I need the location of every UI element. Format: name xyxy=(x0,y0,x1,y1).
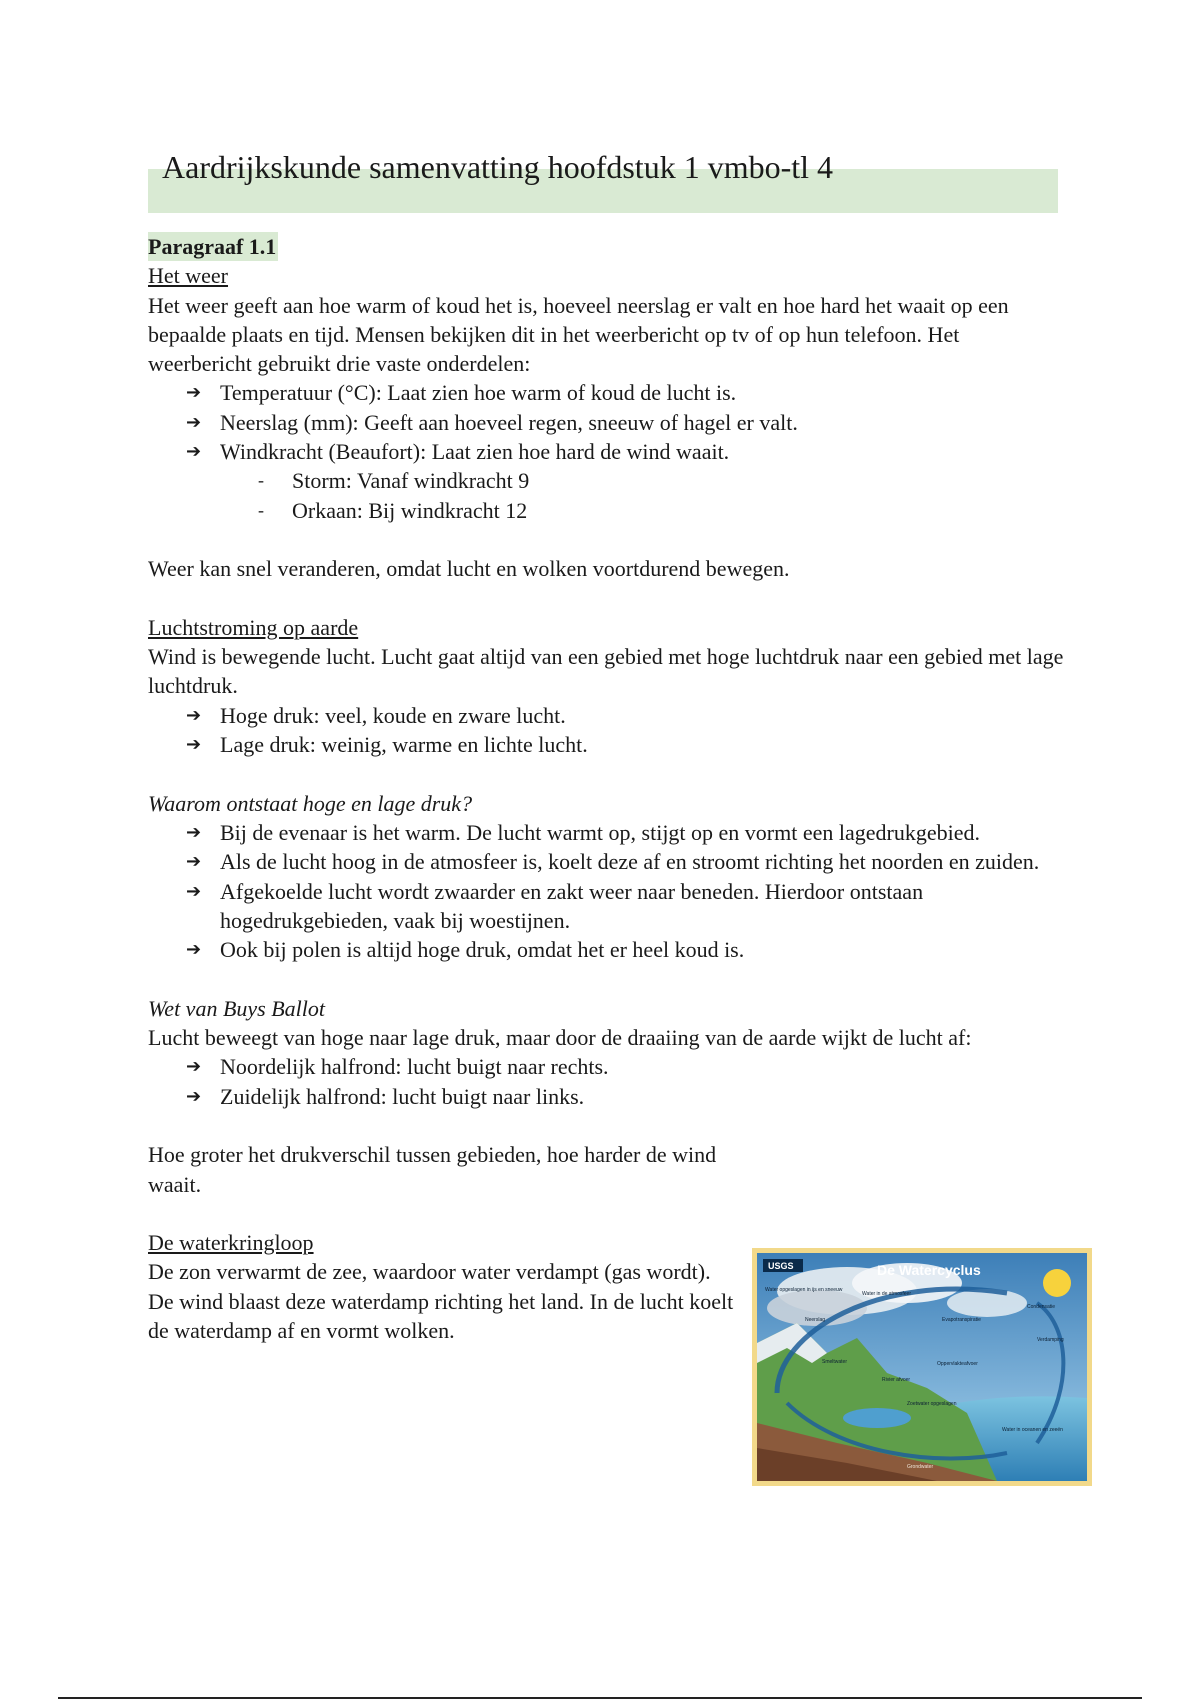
heading-het-weer: Het weer xyxy=(148,263,229,289)
watercyclus-figure xyxy=(752,1248,1092,1486)
list-item: ➔ Hoge druk: veel, koude en zware lucht. xyxy=(186,701,1068,730)
label-condensatie: Condensatie xyxy=(1027,1304,1056,1310)
page-title: Aardrijkskunde samenvatting hoofdstuk 1 vmbo-tl 4 xyxy=(162,149,834,185)
label-neerslag: Neerslag xyxy=(805,1317,826,1323)
sun-icon xyxy=(1043,1269,1071,1297)
list-item: ➔ Noordelijk halfrond: lucht buigt naar rechts. xyxy=(186,1052,1068,1081)
heading-waterkringloop: De waterkringloop xyxy=(148,1230,314,1256)
buys-ballot-intro: Lucht beweegt van hoge naar lage druk, maar door de draaiing van de aarde wijkt de lucht af: xyxy=(148,1025,972,1051)
list-item: - Orkaan: Bij windkracht 12 xyxy=(258,496,1068,525)
label-oppervlakte: Oppervlakteafvoer xyxy=(937,1361,978,1367)
waarom-bullets xyxy=(148,818,1068,964)
list-item: ➔ Lage druk: weinig, warme en lichte lucht. xyxy=(186,730,1068,759)
weer-intro: Het weer geeft aan hoe warm of koud het is, hoeveel neerslag er valt en hoe hard het waait op een bepaalde plaats en tijd. Mensen bekijken dit in het weerbericht op tv of op hun telefoon. Het weerbericht gebruikt drie vaste onderdelen: xyxy=(148,292,1009,377)
weer-closing: Weer kan snel veranderen, omdat lucht en wolken voortdurend bewegen. xyxy=(148,556,790,582)
waterkringloop-text: De zon verwarmt de zee, waardoor water verdampt (gas wordt). De wind blaast deze waterdamp richting het land. In de lucht koelt de waterdamp af en vormt wolken. xyxy=(148,1259,734,1343)
list-item: ➔ Temperatuur (°C): Laat zien hoe warm of koud de lucht is. xyxy=(186,378,1068,407)
list-item: ➔ Ook bij polen is altijd hoge druk, omdat het er heel koud is. xyxy=(186,935,1068,964)
label-verdamping: Verdamping xyxy=(1037,1337,1064,1343)
label-smeltwater: Smeltwater xyxy=(822,1359,848,1365)
arrow-icon: ➔ xyxy=(186,734,202,756)
dash-icon: - xyxy=(258,499,264,520)
section-heading: Paragraaf 1.1 xyxy=(148,232,278,261)
arrow-icon: ➔ xyxy=(186,1056,202,1078)
arrow-icon: ➔ xyxy=(186,382,202,404)
title-block xyxy=(148,145,1058,213)
watercyclus-illustration xyxy=(757,1253,1087,1481)
label-opslag: Water opgeslagen in ijs en sneeuw xyxy=(765,1287,843,1293)
label-oceanen: Water in oceanen en zeeën xyxy=(1002,1427,1063,1433)
arrow-icon: ➔ xyxy=(186,821,202,843)
label-evapotranspiratie: Evapotranspiratie xyxy=(942,1317,981,1323)
list-item: ➔ Als de lucht hoog in de atmosfeer is, koelt deze af en stroomt richting het noorden en zuiden. xyxy=(186,847,1068,876)
figure-title: De Watercyclus xyxy=(877,1262,981,1278)
buys-ballot-bullets xyxy=(148,1052,1068,1111)
arrow-icon: ➔ xyxy=(186,880,202,902)
arrow-icon: ➔ xyxy=(186,441,202,463)
label-grondwater: Grondwater xyxy=(907,1464,934,1470)
list-item: ➔ Zuidelijk halfrond: lucht buigt naar links. xyxy=(186,1082,1068,1111)
buys-ballot-closing: Hoe groter het drukverschil tussen gebieden, hoe harder de wind waait. xyxy=(148,1142,717,1197)
luchtstroming-bullets xyxy=(148,701,1068,760)
page-bottom-rule xyxy=(58,1697,1142,1699)
windkracht-sub-bullets xyxy=(148,466,1068,525)
arrow-icon: ➔ xyxy=(186,411,202,433)
list-item: ➔ Bij de evenaar is het warm. De lucht warmt op, stijgt op en vormt een lagedrukgebied. xyxy=(186,818,1068,847)
arrow-icon: ➔ xyxy=(186,939,202,961)
list-item: ➔ Windkracht (Beaufort): Laat zien hoe hard de wind waait. xyxy=(186,437,1068,466)
heading-waarom: Waarom ontstaat hoge en lage druk? xyxy=(148,790,473,816)
label-rivier: Rivier afvoer xyxy=(882,1377,911,1383)
heading-buys-ballot: Wet van Buys Ballot xyxy=(148,995,325,1021)
arrow-icon: ➔ xyxy=(186,851,202,873)
heading-luchtstroming: Luchtstroming op aarde xyxy=(148,614,359,640)
luchtstroming-intro: Wind is bewegende lucht. Lucht gaat altijd van een gebied met hoge luchtdruk naar een gebied met lage luchtdruk. xyxy=(148,644,1064,699)
label-atmosfeer: Water in de atmosfeer xyxy=(862,1291,912,1297)
document-body xyxy=(148,232,1068,1345)
arrow-icon: ➔ xyxy=(186,1085,202,1107)
list-item: ➔ Neerslag (mm): Geeft aan hoeveel regen, sneeuw of hagel er valt. xyxy=(186,408,1068,437)
list-item: ➔ Afgekoelde lucht wordt zwaarder en zakt weer naar beneden. Hierdoor ontstaan hogedrukgebieden, vaak bij woestijnen. xyxy=(186,878,924,933)
label-zoetwater: Zoetwater opgeslagen xyxy=(907,1401,957,1407)
list-item: - Storm: Vanaf windkracht 9 xyxy=(258,466,1068,495)
arrow-icon: ➔ xyxy=(186,704,202,726)
weer-bullets xyxy=(148,378,1068,466)
svg-text:USGS: USGS xyxy=(768,1261,794,1271)
dash-icon: - xyxy=(258,470,264,491)
